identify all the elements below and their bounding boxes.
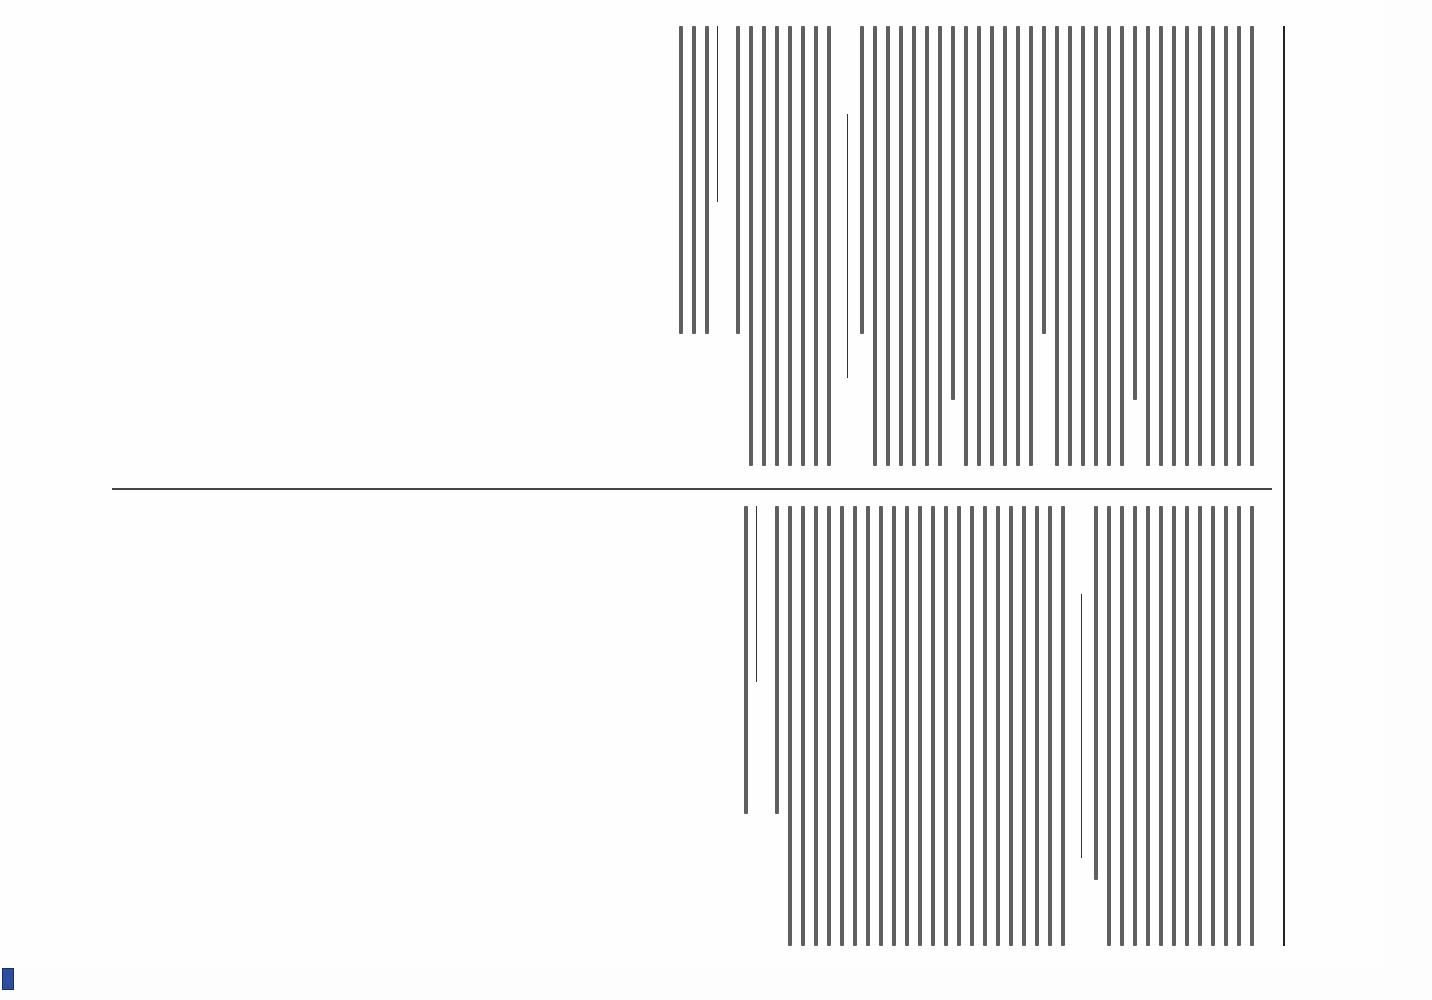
- right-body-text: [744, 506, 1254, 946]
- right-footnote-rule: [756, 506, 757, 682]
- left-body-text: [679, 26, 1254, 466]
- header-rule: [1283, 26, 1285, 946]
- right-text-lines-2: [775, 506, 1065, 946]
- page-header: [1287, 26, 1327, 946]
- right-column: [122, 506, 1262, 946]
- left-footnote-rule: [717, 26, 718, 202]
- right-text-lines: [1094, 506, 1254, 946]
- left-text-lines-2: [736, 26, 831, 466]
- right-footnotes: [744, 506, 748, 946]
- left-column: [122, 26, 1262, 466]
- left-footnotes: [679, 26, 709, 466]
- dfg-logo-icon: [2, 968, 14, 990]
- left-separator: [847, 114, 848, 378]
- right-separator: [1081, 594, 1082, 858]
- column-divider: [112, 488, 1272, 490]
- left-text-lines: [860, 26, 1254, 466]
